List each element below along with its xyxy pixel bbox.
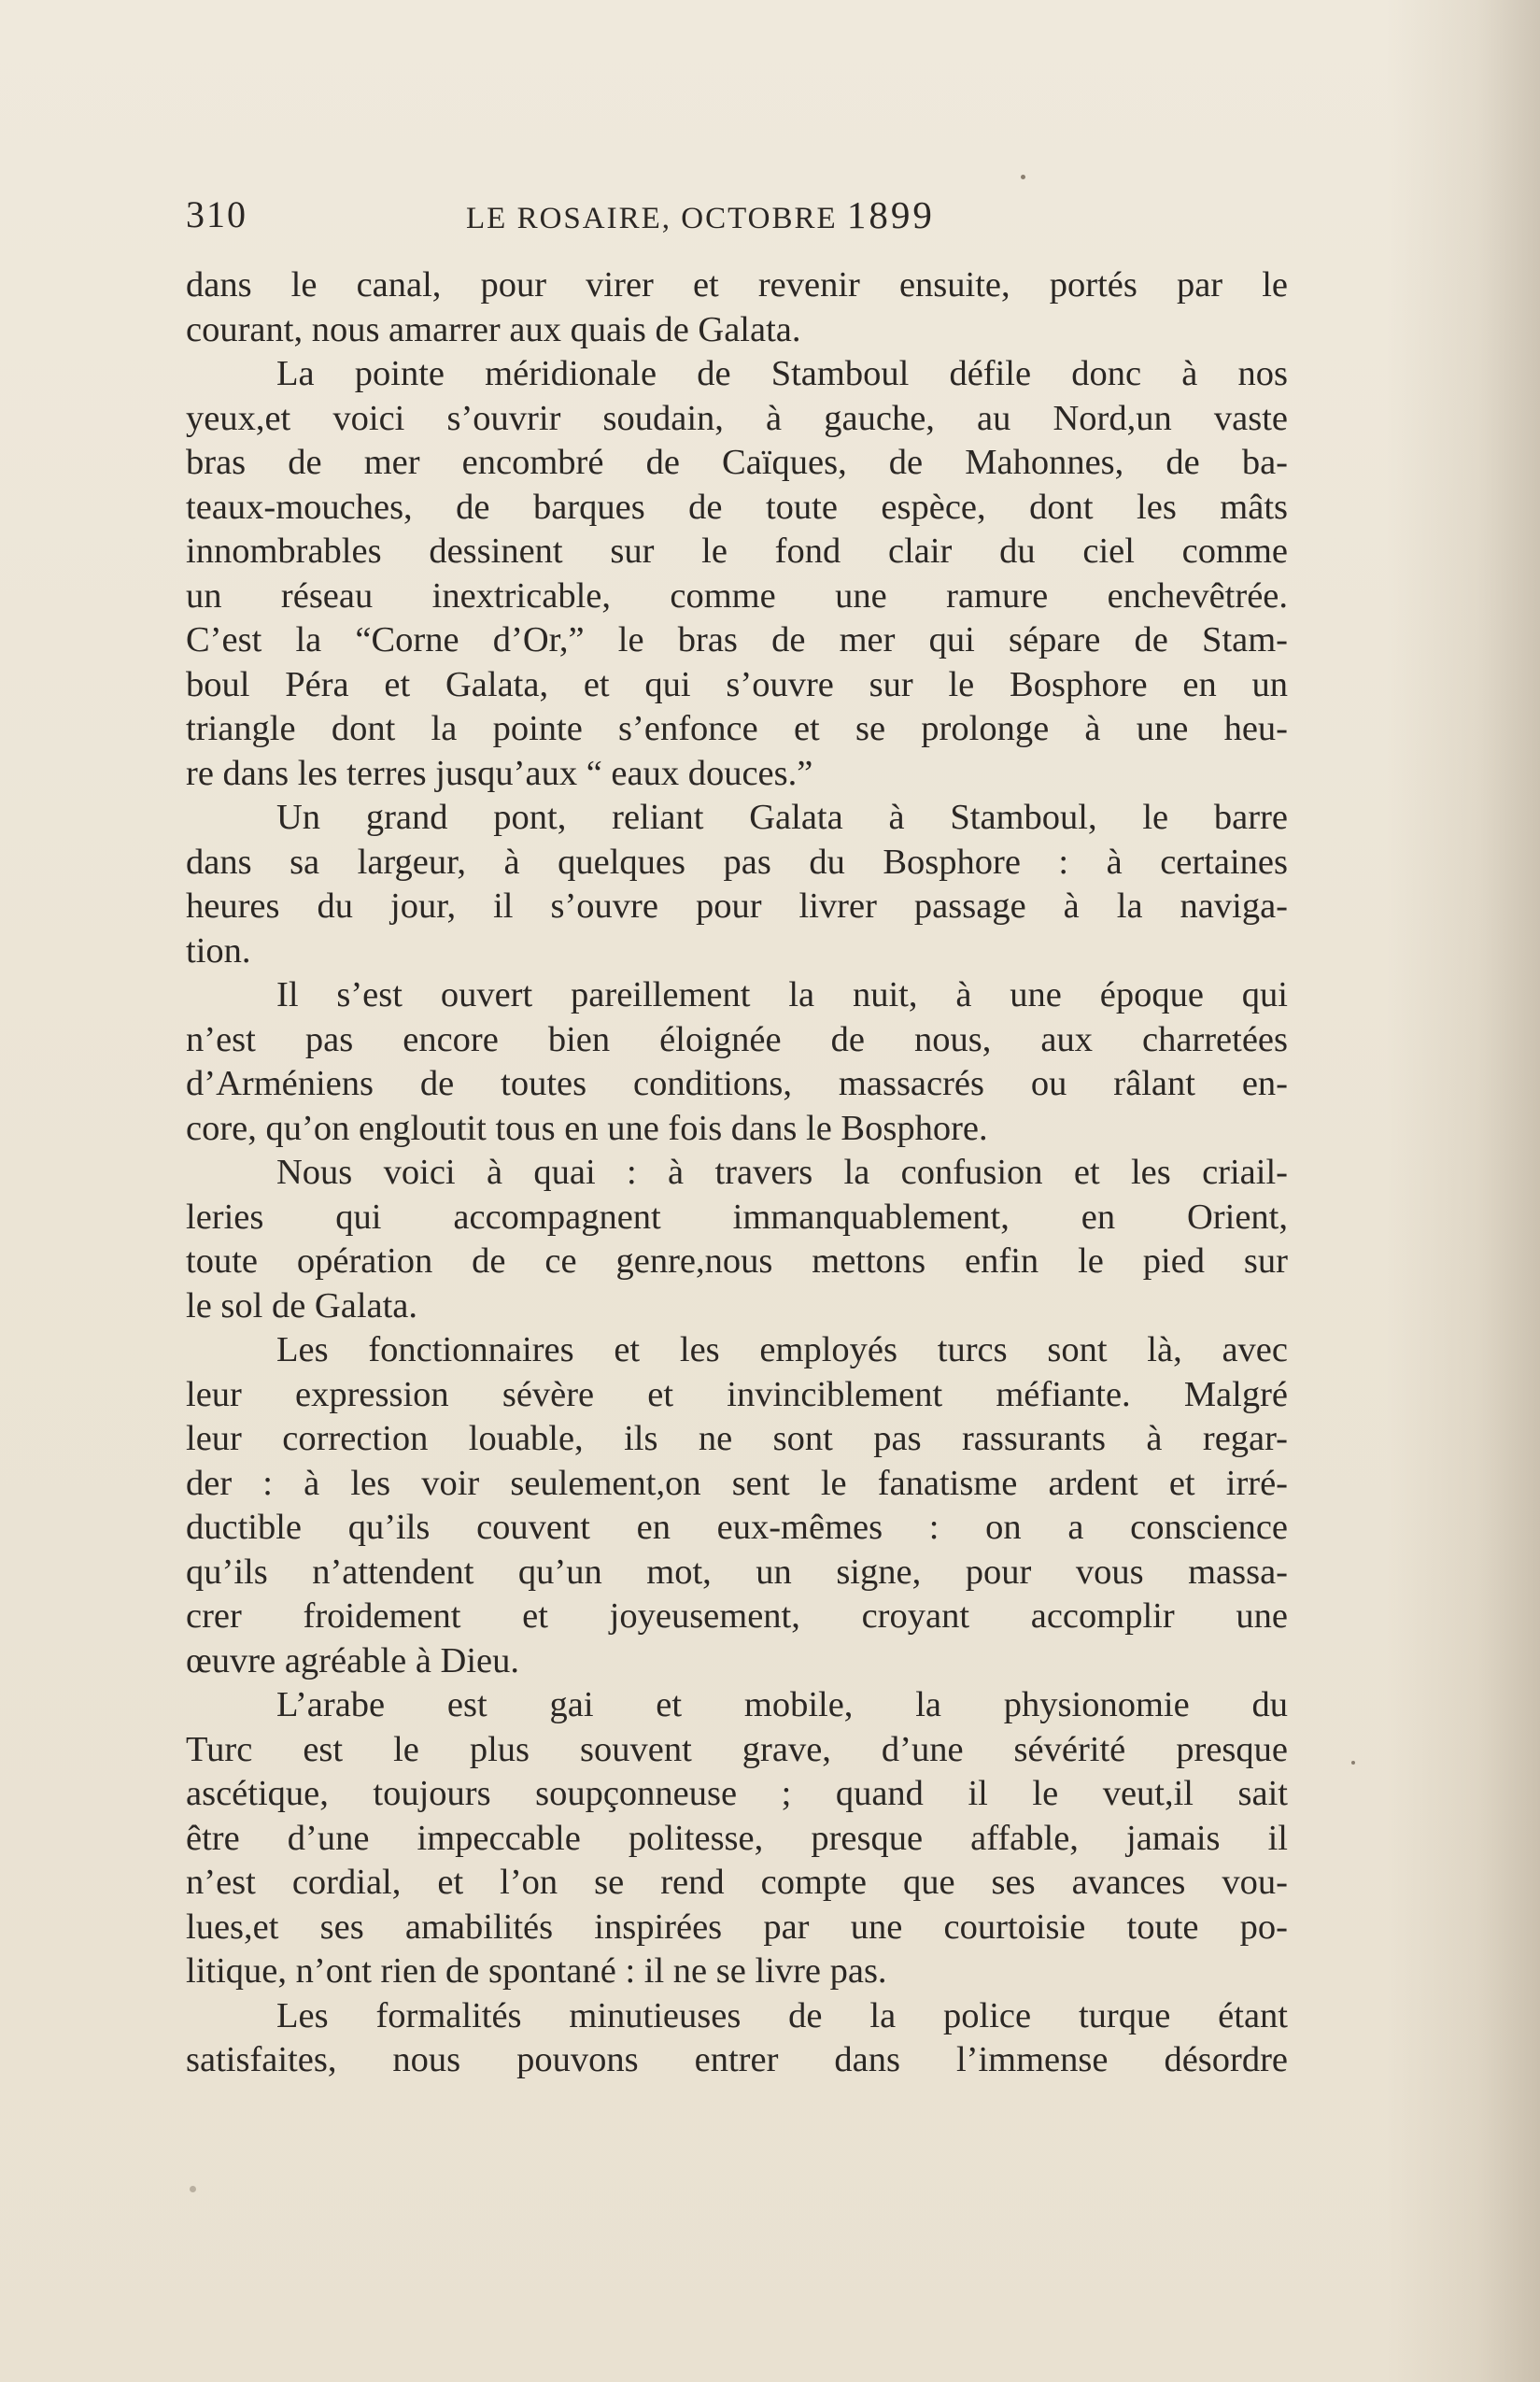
paragraph-first-line: Les formalités minutieuses de la police turque étant bbox=[276, 1995, 1288, 2035]
running-header bbox=[186, 191, 989, 238]
text-line: n’est cordial, et l’on se rend compte que ses avances vou- bbox=[186, 1863, 1288, 1902]
text-line: innombrables dessinent sur le fond clair du ciel comme bbox=[186, 532, 1288, 571]
running-title-year: 1899 bbox=[846, 193, 935, 236]
text-line: ductible qu’ils couvent en eux-mêmes : on a conscience bbox=[186, 1508, 1288, 1547]
text-line: heures du jour, il s’ouvre pour livrer passage à la naviga- bbox=[186, 886, 1288, 926]
text-line: teaux-mouches, de barques de toute espèce, dont les mâts bbox=[186, 487, 1288, 527]
text-line: leries qui accompagnent immanquablement, en Orient, bbox=[186, 1197, 1288, 1237]
ink-speck bbox=[1021, 175, 1025, 179]
text-line: leur expression sévère et invinciblement méfiante. Malgré bbox=[186, 1374, 1288, 1414]
text-line: core, qu’on engloutit tous en une fois dans le Bosphore. bbox=[186, 1108, 988, 1148]
text-line: der : à les voir seulement,on sent le fanatisme ardent et irré- bbox=[186, 1463, 1288, 1503]
paragraph-first-line: Il s’est ouvert pareillement la nuit, à une époque qui bbox=[276, 975, 1288, 1014]
ink-speck bbox=[1351, 1761, 1355, 1765]
text-line: être d’une impeccable politesse, presque affable, jamais il bbox=[186, 1818, 1288, 1858]
text-line: yeux,et voici s’ouvrir soudain, à gauche, au Nord,un vaste bbox=[186, 398, 1288, 438]
page-number: 310 bbox=[186, 193, 247, 235]
paragraph-first-line: La pointe méridionale de Stamboul défile donc à nos bbox=[276, 354, 1288, 393]
text-line: dans le canal, pour virer et revenir ensuite, portés par le bbox=[186, 265, 1288, 305]
ink-speck bbox=[190, 2186, 196, 2192]
text-line: leur correction louable, ils ne sont pas rassurants à regar- bbox=[186, 1419, 1288, 1458]
text-line: bras de mer encombré de Caïques, de Mahonnes, de ba- bbox=[186, 443, 1288, 482]
text-line: tion. bbox=[186, 930, 251, 971]
text-line: œuvre agréable à Dieu. bbox=[186, 1640, 520, 1680]
text-line: courant, nous amarrer aux quais de Galata. bbox=[186, 309, 801, 349]
text-line: toute opération de ce genre,nous mettons enfin le pied sur bbox=[186, 1241, 1288, 1281]
text-line: satisfaites, nous pouvons entrer dans l’immense désordre bbox=[186, 2040, 1288, 2079]
text-line: un réseau inextricable, comme une ramure enchevêtrée. bbox=[186, 575, 1288, 616]
text-line: ascétique, toujours soupçonneuse ; quand il le veut,il sait bbox=[186, 1774, 1288, 1813]
paragraph-first-line: Un grand pont, reliant Galata à Stamboul, le barre bbox=[276, 798, 1288, 837]
text-line: le sol de Galata. bbox=[186, 1285, 418, 1326]
text-line: qu’ils n’attendent qu’un mot, un signe, pour vous massa- bbox=[186, 1552, 1288, 1592]
text-line: lues,et ses amabilités inspirées par une courtoisie toute po- bbox=[186, 1907, 1288, 1947]
paragraph-first-line: Les fonctionnaires et les employés turcs sont là, avec bbox=[276, 1330, 1288, 1369]
text-line: re dans les terres jusqu’aux “ eaux douces.” bbox=[186, 753, 813, 793]
paragraph-first-line: Nous voici à quai : à travers la confusion et les criail- bbox=[276, 1153, 1288, 1192]
text-line: boul Péra et Galata, et qui s’ouvre sur le Bosphore en un bbox=[186, 664, 1288, 704]
text-line: dans sa largeur, à quelques pas du Bosphore : à certaines bbox=[186, 842, 1288, 882]
body-text bbox=[186, 263, 1288, 2083]
text-line: C’est la “Corne d’Or,” le bras de mer qui sépare de Stam- bbox=[186, 620, 1288, 659]
text-line: crer froidement et joyeusement, croyant accomplir une bbox=[186, 1596, 1288, 1636]
text-line: d’Arméniens de toutes conditions, massacrés ou râlant en- bbox=[186, 1064, 1288, 1103]
text-line: litique, n’ont rien de spontané : il ne se livre pas. bbox=[186, 1951, 887, 1991]
paragraph-first-line: L’arabe est gai et mobile, la physionomie du bbox=[276, 1685, 1288, 1724]
text-line: triangle dont la pointe s’enfonce et se prolonge à une heu- bbox=[186, 709, 1288, 748]
running-title bbox=[466, 191, 935, 242]
text-line: n’est pas encore bien éloignée de nous, aux charretées bbox=[186, 1019, 1288, 1059]
running-title-text: LE ROSAIRE, OCTOBRE bbox=[466, 202, 838, 235]
text-line: Turc est le plus souvent grave, d’une sévérité presque bbox=[186, 1729, 1288, 1769]
